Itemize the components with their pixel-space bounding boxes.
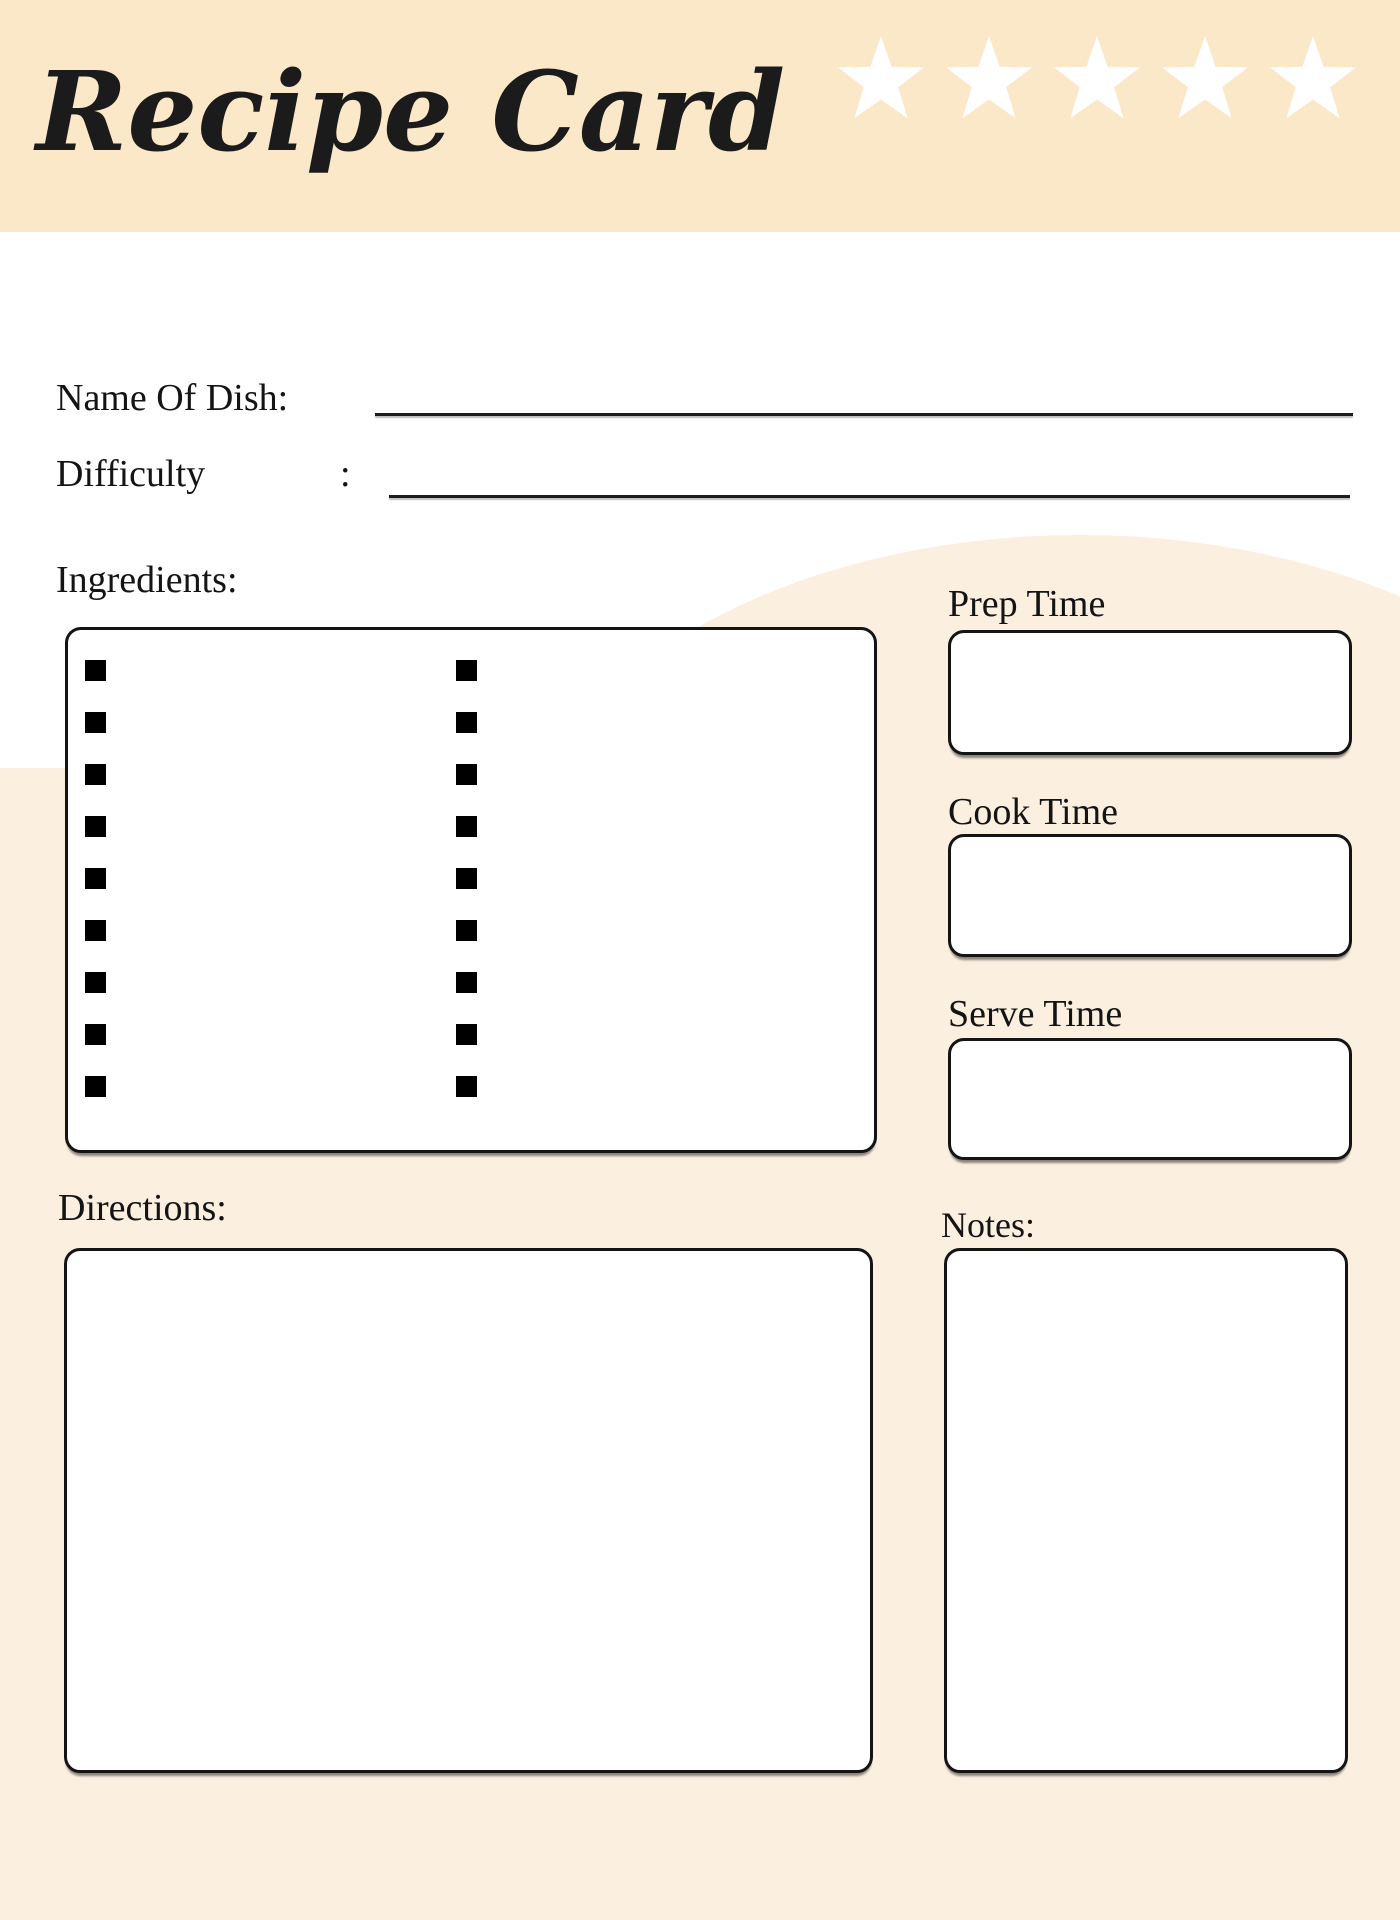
rating-stars <box>838 36 1356 124</box>
ingredient-bullet-square <box>456 660 477 681</box>
directions-label: Directions: <box>58 1187 227 1229</box>
ingredient-bullet-square <box>85 1076 106 1097</box>
star-icon <box>1162 36 1248 124</box>
ingredient-bullet-square <box>456 1076 477 1097</box>
ingredient-bullet-square <box>456 972 477 993</box>
notes-box[interactable] <box>944 1248 1348 1773</box>
prep-time-box[interactable] <box>948 630 1352 755</box>
star-icon <box>838 36 924 124</box>
cook-time-box[interactable] <box>948 834 1352 957</box>
ingredient-bullet-square <box>85 972 106 993</box>
ingredient-bullet-square <box>85 1024 106 1045</box>
notes-label: Notes: <box>941 1205 1035 1245</box>
serve-time-box[interactable] <box>948 1038 1352 1160</box>
difficulty-input-line[interactable] <box>389 495 1350 498</box>
ingredient-bullet-square <box>85 868 106 889</box>
serve-time-label: Serve Time <box>948 993 1123 1035</box>
difficulty-colon: : <box>340 453 351 495</box>
prep-time-label: Prep Time <box>948 583 1106 625</box>
ingredients-box[interactable] <box>65 627 877 1153</box>
star-icon <box>1054 36 1140 124</box>
ingredient-bullet-square <box>456 868 477 889</box>
ingredient-bullet-square <box>456 920 477 941</box>
name-of-dish-label: Name Of Dish: <box>56 377 289 419</box>
ingredient-bullet-square <box>456 712 477 733</box>
ingredient-bullet-square <box>85 712 106 733</box>
ingredient-bullet-square <box>85 816 106 837</box>
ingredients-label: Ingredients: <box>56 559 238 601</box>
page-title: Recipe Card <box>36 47 786 176</box>
ingredient-bullet-square <box>456 816 477 837</box>
ingredient-bullet-square <box>456 764 477 785</box>
ingredient-bullet-square <box>85 764 106 785</box>
ingredient-bullet-square <box>456 1024 477 1045</box>
ingredient-bullet-square <box>85 920 106 941</box>
difficulty-label: Difficulty <box>56 453 206 495</box>
directions-box[interactable] <box>64 1248 873 1773</box>
name-of-dish-input-line[interactable] <box>375 413 1353 416</box>
star-icon <box>1270 36 1356 124</box>
star-icon <box>946 36 1032 124</box>
ingredient-bullet-square <box>85 660 106 681</box>
cook-time-label: Cook Time <box>948 791 1119 833</box>
